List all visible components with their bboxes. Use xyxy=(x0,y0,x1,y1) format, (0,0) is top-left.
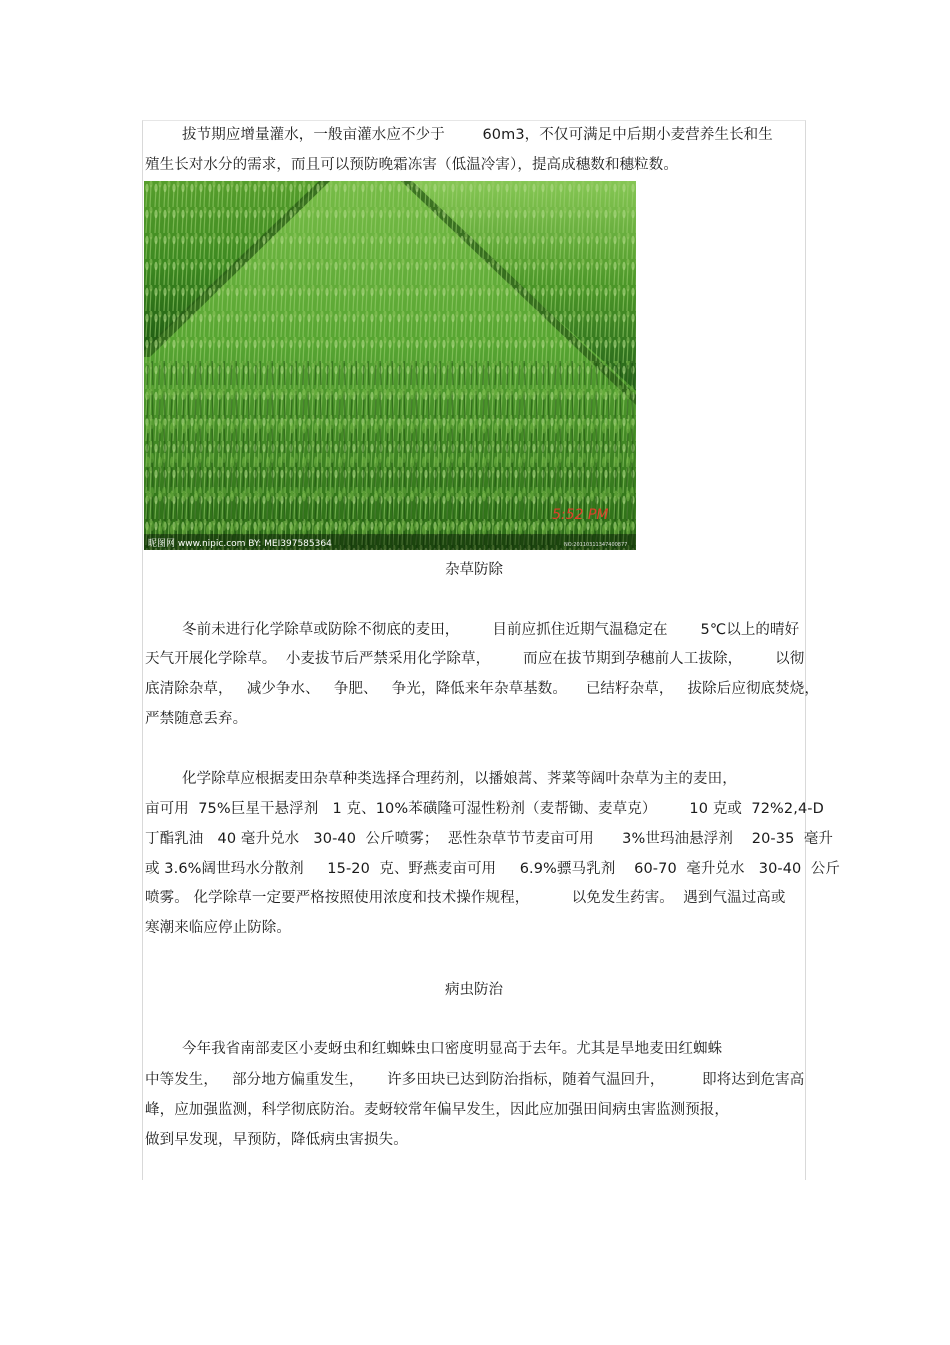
photo-watermark-right: NO:20110311347400877 xyxy=(564,542,628,548)
irrigation-line-1: 拔节期应增量灌水，一般亩灌水应不少于 60m3，不仅可满足中后期小麦营养生长和生 xyxy=(182,127,773,143)
weeds-p1-line-4: 严禁随意丢弃。 xyxy=(145,711,248,727)
photo-timestamp: 5:52 PM xyxy=(552,507,609,523)
weeds-p2-line-1: 化学除草应根据麦田杂草种类选择合理药剂，以播娘蒿、荠菜等阔叶杂草为主的麦田， xyxy=(182,771,737,787)
irrigation-line-2: 殖生长对水分的需求，而且可以预防晚霜冻害（低温冷害），提高成穗数和穗粒数。 xyxy=(145,157,678,173)
pests-p1-line-2: 中等发生， 部分地方偏重发生， 许多田块已达到防治指标，随着气温回升， 即将达到危害高 xyxy=(145,1072,805,1088)
pests-p1-line-1: 今年我省南部麦区小麦蚜虫和红蜘蛛虫口密度明显高于去年。尤其是旱地麦田红蜘蛛 xyxy=(182,1041,723,1057)
section-heading-weeds: 杂草防除 xyxy=(445,562,503,578)
photo-watermark-left: 昵图网 www.nipic.com BY: MEI397585364 xyxy=(148,539,332,549)
weeds-p1-line-2: 天气开展化学除草。 小麦拔节后严禁采用化学除草， 而应在拔节期到孕穗前人工拔除， 以彻 xyxy=(145,651,805,667)
weeds-p2-line-4: 或 3.6%阔世玛水分散剂 15-20 克、野燕麦亩可用 6.9%骠马乳剂 60-70 毫升兑水 30-40 公斤 xyxy=(145,861,840,877)
weeds-p1-line-1: 冬前未进行化学除草或防除不彻底的麦田， 目前应抓住近期气温稳定在 5℃以上的晴好 xyxy=(182,622,800,638)
weeds-p2-line-6: 寒潮来临应停止防除。 xyxy=(145,920,291,936)
section-heading-pests: 病虫防治 xyxy=(445,982,503,998)
wheat-field-photo xyxy=(144,181,636,550)
weeds-p1-line-3: 底清除杂草， 减少争水、 争肥、 争光，降低来年杂草基数。 已结籽杂草， 拔除后应彻底焚烧， xyxy=(145,681,819,697)
pests-p1-line-4: 做到早发现，早预防，降低病虫害损失。 xyxy=(145,1132,408,1148)
pests-p1-line-3: 峰，应加强监测，科学彻底防治。麦蚜较常年偏早发生，因此应加强田间病虫害监测预报， xyxy=(145,1102,729,1118)
weeds-p2-line-5: 喷雾。 化学除草一定要严格按照使用浓度和技术操作规程， 以免发生药害。 遇到气温过高或 xyxy=(145,890,786,906)
weeds-p2-line-2: 亩可用 75%巨星干悬浮剂 1 克、10%苯磺隆可湿性粉剂（麦帮锄、麦草克） 10 克或 72%2,4-D xyxy=(145,801,824,817)
weeds-p2-line-3: 丁酯乳油 40 毫升兑水 30-40 公斤喷雾； 恶性杂草节节麦亩可用 3%世玛油悬浮剂 20-35 毫升 xyxy=(145,831,834,847)
